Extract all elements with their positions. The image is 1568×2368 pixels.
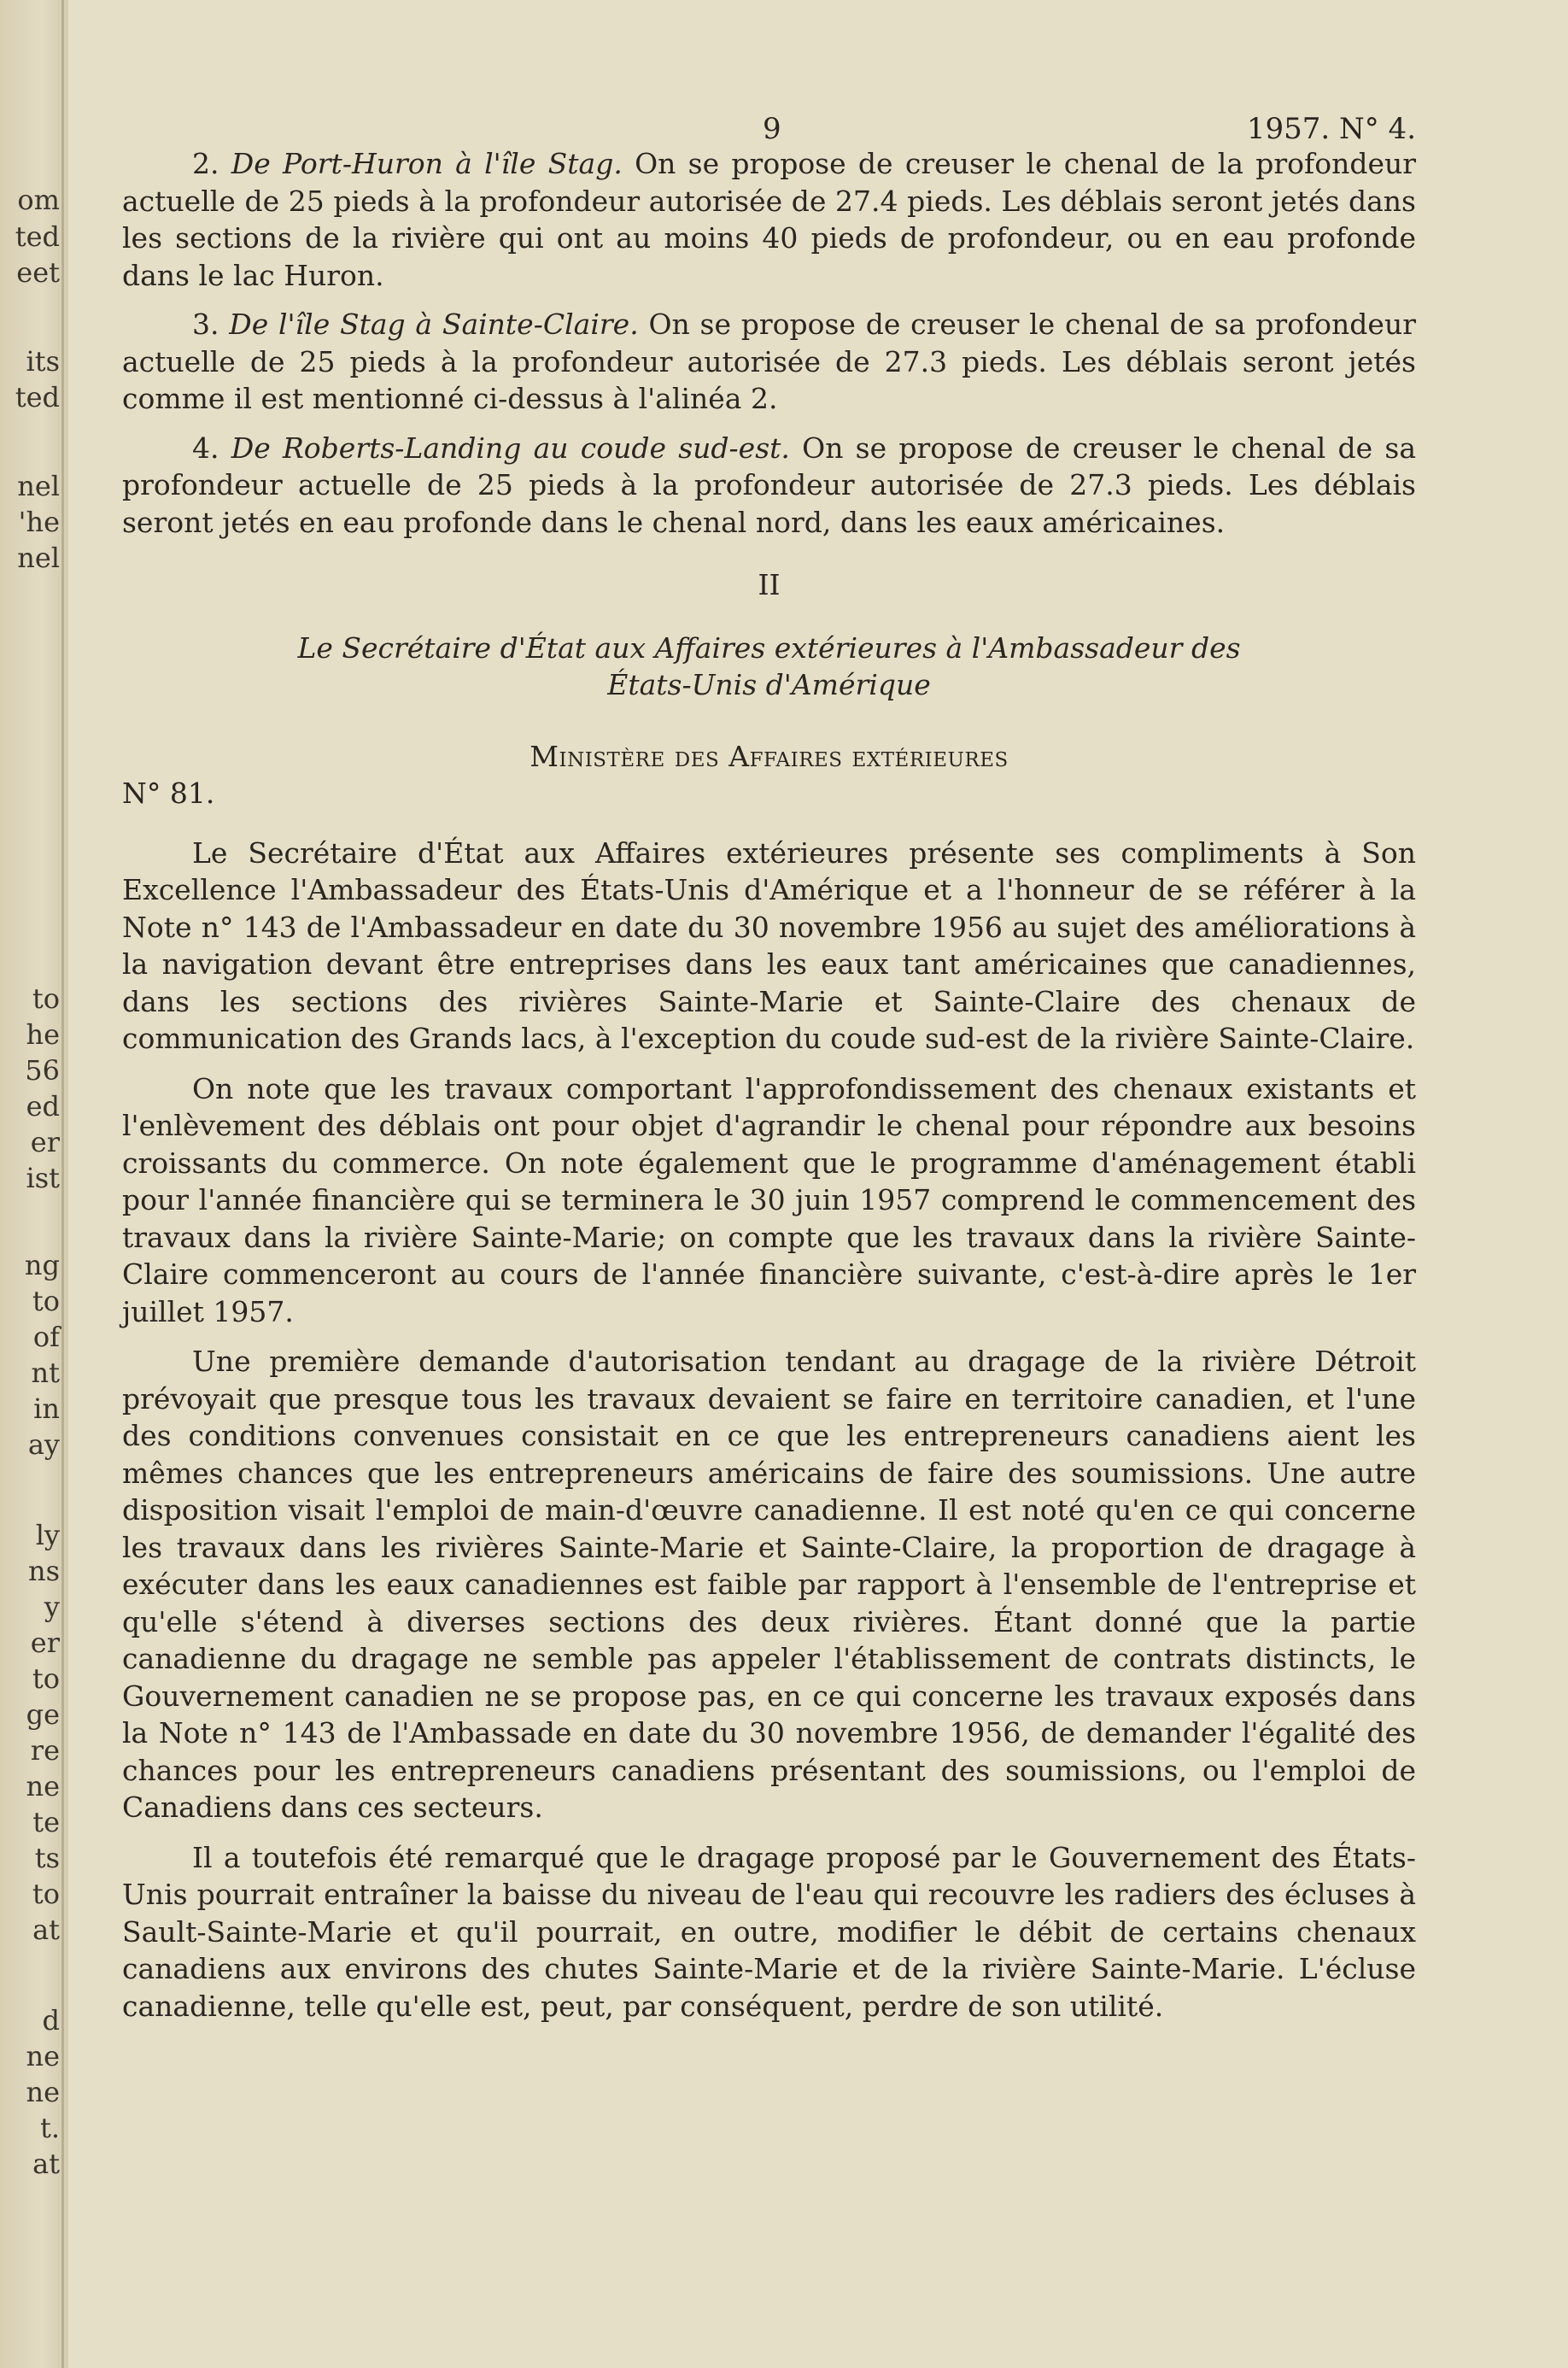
title-line: Le Secrétaire d'État aux Affaires extérieures à l'Ambassadeur des [297,630,1241,665]
numbered-item [122,145,1416,294]
numbered-item [122,430,1416,542]
title-line: États-Unis d'Amérique [607,668,931,701]
bleed-fragment: at [32,2148,60,2180]
bleed-fragment: eet [16,256,60,289]
bleed-fragment: ns [27,1555,60,1587]
body-paragraph: Il a toutefois été remarqué que le dragage proposé par le Gouvernement des États-Unis pourrait entraîner la baisse du niveau de l'eau qui recouvre les radiers des écluses à Sault-Sainte-Marie et qu'il pourrait, en outre, modifier le débit de certains chenaux canadiens aux environs des chutes Sainte-Marie et de la rivière Sainte-Marie. L'écluse canadienne, telle qu'elle est, peut, par conséquent, perdre de son utilité. [122,1840,1416,2023]
ministry-heading: Ministère des Affaires extérieures [529,739,1009,773]
bleed-fragment: ge [26,1698,60,1731]
bleed-fragment: t. [39,2112,60,2144]
body-paragraph: Le Secrétaire d'État aux Affaires extérieures présente ses compliments à Son Excellence l'Ambassadeur des États-Unis d'Amérique et a l'honneur de se référer à la Note n° 143 de l'Ambassadeur en date du 30 novembre 1956 au sujet des améliorations à la navigation devant être entreprises dans les eaux tant américaines que canadiennes, dans les sections des rivières Sainte-Marie et Sainte-Claire des chenaux de communication des Grands lacs, à l'exception du coude sud-est de la rivière Sainte-Claire. [122,835,1416,1055]
item-heading: De l'île Stag à Sainte-Claire. [229,308,639,341]
bleed-fragment: d [42,2004,60,2037]
body-paragraph: On note que les travaux comportant l'approfondissement des chenaux existants et l'enlèvement des déblais ont pour objet d'agrandir le chenal pour répondre aux besoins croissants du commerce. On note également que le programme d'aménagement établi pour l'année financière qui se terminera le 30 juin 1957 comprend le commencement des travaux dans la rivière Sainte-Marie; on compte que les travaux dans la rivière Sainte-Claire commenceront au cours de l'année financière suivante, c'est-à-dire après le 1er juillet 1957. [122,1071,1416,1328]
bleed-fragment: to [32,982,60,1015]
document-page [122,94,1416,2037]
bleed-fragment: ted [15,381,60,413]
bleed-fragment: ed [26,1090,60,1122]
item-text: On se propose de creuser le chenal de sa profondeur actuelle de 25 pieds à la profondeur autorisée de 27.3 pieds. Les déblais seront jetés en eau profonde dans le chenal nord, dans les eaux américaines. [122,431,1416,539]
bleed-fragment: its [26,345,60,378]
note-number: N° 81. [122,777,215,810]
item-number: 2. [192,147,219,180]
bleed-fragment: ne [26,2040,60,2072]
page-seam [61,0,64,2368]
item-heading: De Roberts-Landing au coude sud-est. [231,431,790,465]
bleed-fragment: ay [27,1428,60,1461]
bleed-fragment: ne [26,1770,60,1802]
bleed-fragment: re [30,1734,60,1767]
bleed-fragment: in [33,1392,60,1425]
bleed-fragment: er [30,1627,60,1659]
item-heading: De Port-Huron à l'île Stag. [231,147,623,180]
bleed-fragment: nel [17,542,60,574]
bleed-fragment: at [32,1914,60,1946]
bleed-fragment: to [32,1285,60,1317]
bleed-fragment: ted [15,220,60,253]
bleed-fragment: om [17,184,60,216]
page-number: 9 [763,112,781,146]
bleed-fragment: nel [17,470,60,502]
bleed-fragment: y [44,1591,60,1623]
bleed-fragment: of [32,1321,60,1353]
bleed-fragment: ne [26,2076,60,2108]
bleed-fragment: te [32,1806,60,1838]
bleed-fragment: 56 [25,1054,60,1087]
running-header [122,94,1416,145]
bleed-fragment: he [26,1018,60,1051]
document-reference: 1957. N° 4. [1246,112,1416,146]
bleed-fragment: ts [34,1842,60,1874]
letter-title [122,630,1416,704]
bleed-fragment: to [32,1878,60,1910]
bleed-fragment: ly [35,1519,60,1551]
bleed-fragment: nt [31,1357,60,1389]
bleed-fragment: ng [24,1249,60,1281]
body-paragraph: Une première demande d'autorisation tendant au dragage de la rivière Détroit prévoyait que presque tous les travaux devaient se faire en territoire canadien, et l'une des conditions convenues consistait en ce que les entrepreneurs canadiens aient les mêmes chances que les entrepreneurs américains de faire des soumissions. Une autre disposition visait l'emploi de main-d'œuvre canadienne. Il est noté qu'en ce qui concerne les travaux dans les rivières Sainte-Marie et Sainte-Claire, la proportion de dragage à exécuter dans les eaux canadiennes est faible par rapport à l'ensemble de l'entreprise et qu'elle s'étend à diverses sections des deux rivières. Étant donné que la partie canadienne du dragage ne semble pas appeler l'établissement de contrats distincts, le Gouvernement canadien ne se propose pas, en ce qui concerne les travaux exposés dans la Note n° 143 de l'Ambassade en date du 30 novembre 1956, de demander l'égalité des chances pour les entrepreneurs canadiens présentant des soumissions, ou l'emploi de Canadiens dans ces secteurs. [122,1345,1416,1824]
section-numeral: II [758,568,781,601]
bleed-fragment: er [30,1126,60,1158]
item-number: 3. [192,308,219,341]
bleed-fragment: to [32,1662,60,1695]
item-text: On se propose de creuser le chenal de la profondeur actuelle de 25 pieds à la profondeur autorisée de 27.4 pieds. Les déblais seront jetés dans les sections de la rivière qui ont au moins 40 pieds de profondeur, ou en eau profonde dans le lac Huron. [122,147,1417,292]
bleed-fragment: 'he [18,506,60,538]
numbered-item [122,306,1416,418]
item-number: 4. [192,431,219,465]
item-text: On se propose de creuser le chenal de sa profondeur actuelle de 25 pieds à la profondeur autorisée de 27.3 pieds. Les déblais seront jetés comme il est mentionné ci-dessus à l'alinéa 2. [122,308,1416,415]
facing-page-bleed-through [0,0,60,2368]
bleed-fragment: ist [26,1162,60,1194]
